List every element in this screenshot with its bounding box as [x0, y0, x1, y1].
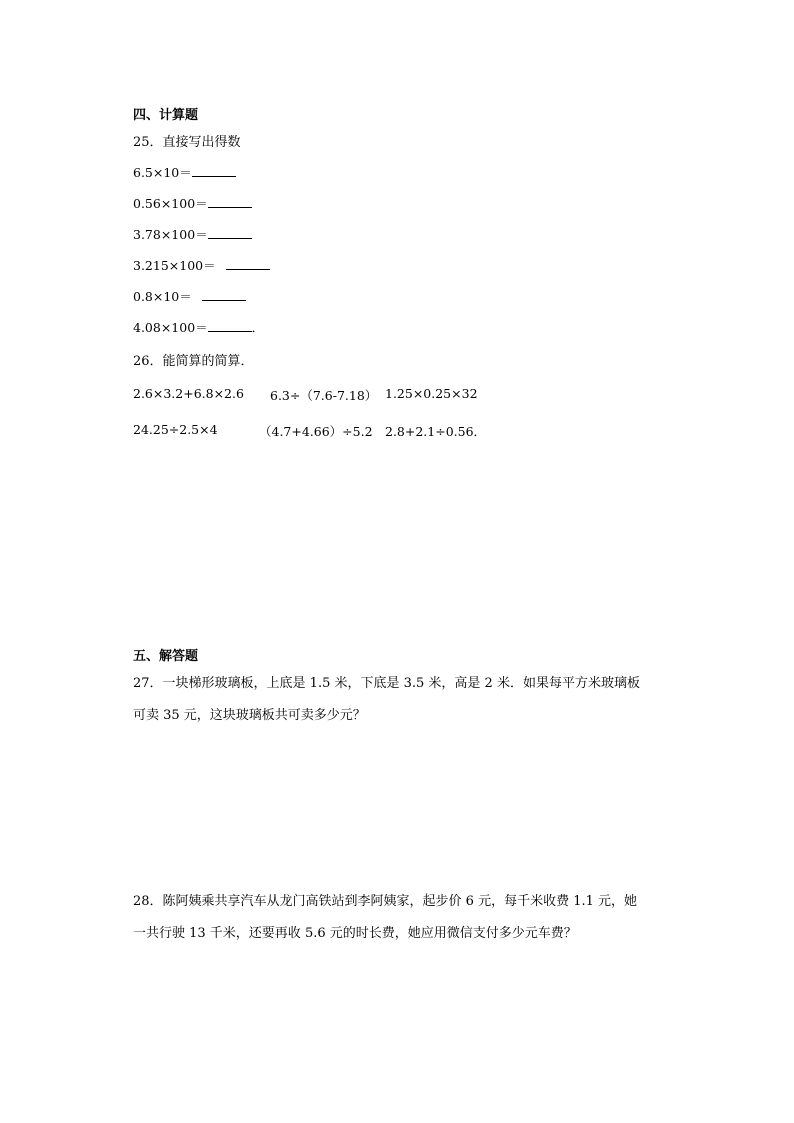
- answer-blank[interactable]: [208, 226, 252, 239]
- q25-item-6-suffix: ．: [251, 320, 265, 335]
- question-25-prompt: 25．直接写出得数: [133, 135, 241, 150]
- answer-blank[interactable]: [192, 164, 236, 177]
- question-27-line-2: 可卖 35 元，这块玻璃板共可卖多少元？: [133, 708, 366, 723]
- question-28-line-2: 一共行驶 13 千米，还要再收 5.6 元的时长费，她应用微信支付多少元车费？: [133, 926, 577, 941]
- answer-blank[interactable]: [202, 288, 246, 301]
- q25-item-2-expr: 0.56×100＝: [133, 196, 208, 211]
- section-4-heading: 四、计算题: [133, 108, 199, 123]
- q26-expr-5: （4.7+4.66）÷5.2: [259, 424, 373, 439]
- question-27-line-1: 27．一块梯形玻璃板，上底是 1.5 米，下底是 3.5 米，高是 2 米．如果每平方米玻璃板: [133, 676, 640, 691]
- q26-expr-4: 24.25÷2.5×4: [133, 422, 218, 437]
- q25-item-1-expr: 6.5×10＝: [133, 165, 192, 180]
- section-5-heading: 五、解答题: [133, 649, 199, 664]
- answer-blank[interactable]: [208, 319, 252, 332]
- q26-expr-2: 6.3÷（7.6-7.18）: [270, 388, 378, 403]
- question-26-prompt: 26．能简算的简算．: [133, 354, 254, 369]
- q25-item-4-expr: 3.215×100＝: [133, 258, 220, 273]
- q26-expr-1: 2.6×3.2+6.8×2.6: [133, 386, 244, 401]
- q25-item-5: [133, 287, 246, 305]
- q26-expr-3: 1.25×0.25×32: [385, 386, 478, 401]
- q25-item-3-expr: 3.78×100＝: [133, 227, 208, 242]
- q25-item-2: [133, 194, 252, 212]
- q25-item-1: [133, 163, 236, 181]
- q25-item-3: [133, 225, 252, 243]
- q25-item-6: [133, 318, 264, 336]
- q25-item-6-expr: 4.08×100＝: [133, 320, 208, 335]
- q26-expr-6: 2.8+2.1÷0.56．: [385, 424, 487, 439]
- answer-blank[interactable]: [208, 195, 252, 208]
- q25-item-5-expr: 0.8×10＝: [133, 289, 196, 304]
- answer-blank[interactable]: [226, 257, 270, 270]
- q25-item-4: [133, 256, 270, 274]
- question-28-line-1: 28．陈阿姨乘共享汽车从龙门高铁站到李阿姨家，起步价 6 元，每千米收费 1.1 元，她: [133, 894, 638, 909]
